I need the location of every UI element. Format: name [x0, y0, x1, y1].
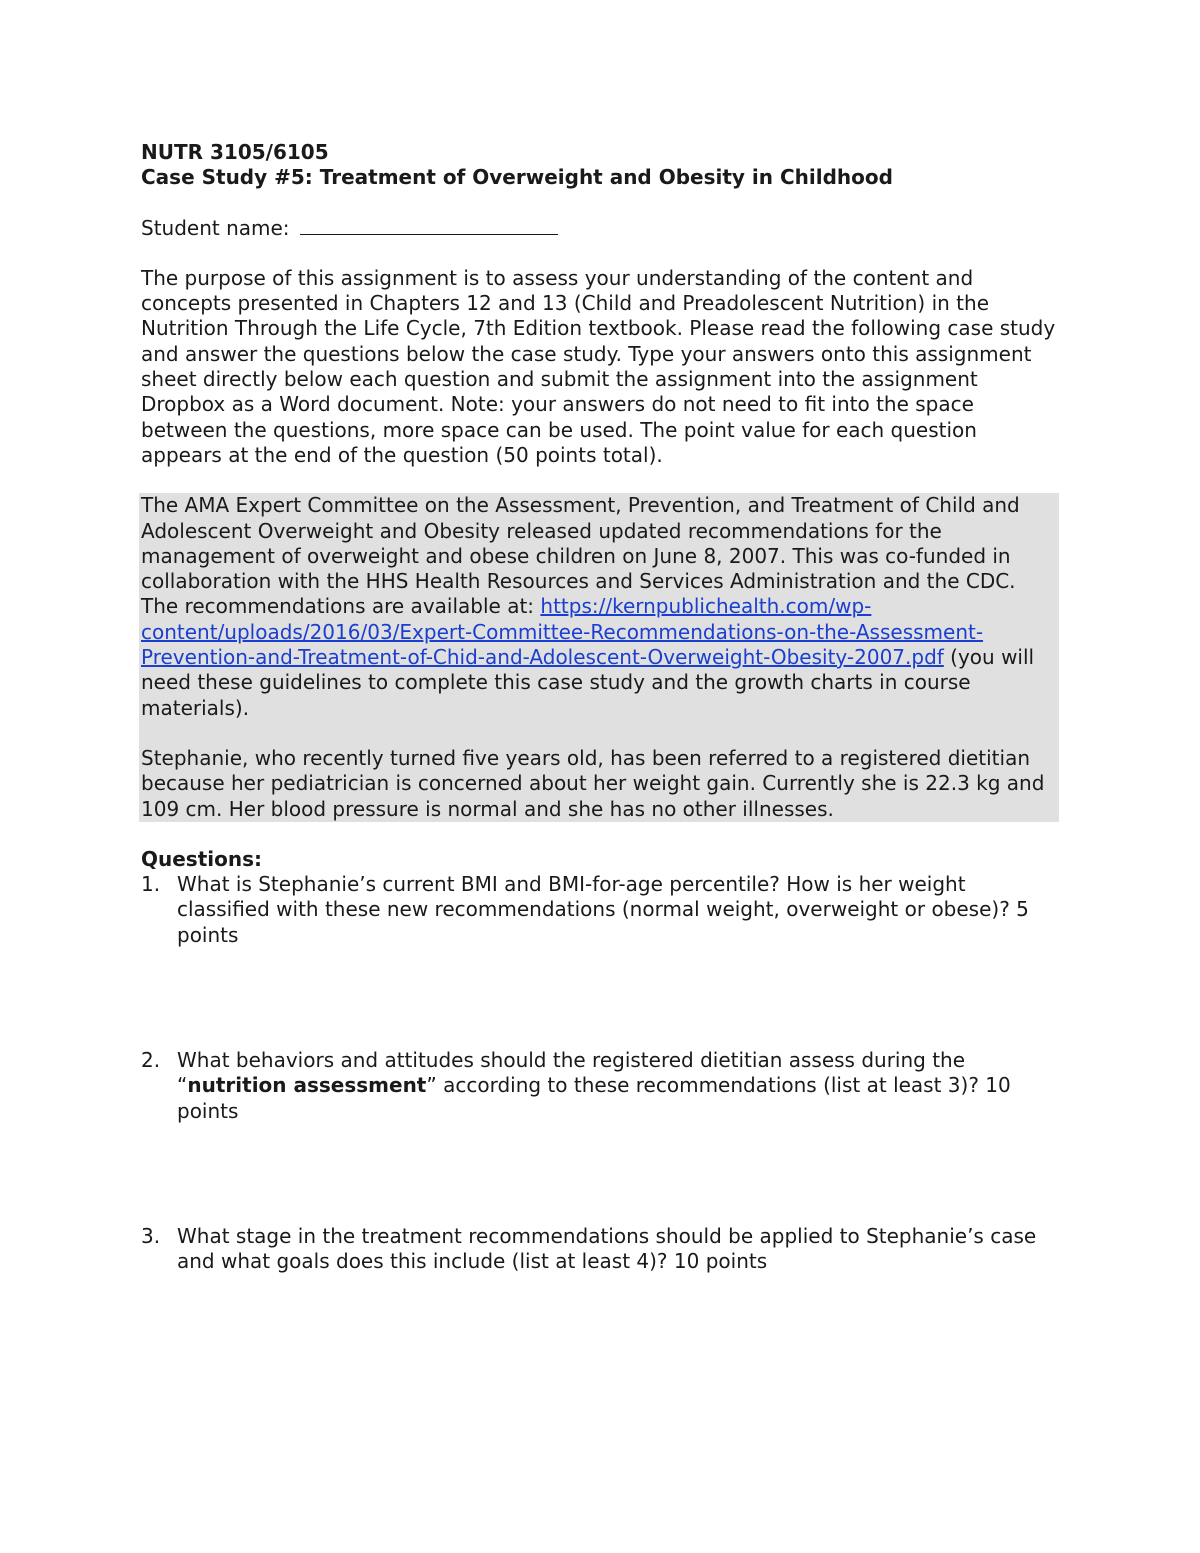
case-study-intro — [141, 493, 1059, 721]
question-list — [141, 872, 1061, 1274]
case-study-after-link: (you will need these guidelines to complete this case study and the growth charts in course materials). — [141, 645, 1035, 720]
student-name-blank[interactable] — [300, 216, 558, 235]
guidelines-link[interactable]: https://kernpublichealth.com/wp-content/uploads/2016/03/Expert-Committee-Recommendations-on-the-Assessment-Prevention-and-Treatment-of-Chid-and-Adolescent-Overweight-Obesity-2007.pdf — [141, 594, 984, 670]
question-number: 3. — [141, 1223, 161, 1248]
question-bold-term: nutrition assessment — [187, 1073, 427, 1098]
question-text-before: What behaviors and attitudes should the registered dietitian assess during the “ — [177, 1048, 966, 1098]
case-study-intro-text: The AMA Expert Committee on the Assessment, Prevention, and Treatment of Child and Adolescent Overweight and Obesity released updated recommendations for the management of overweight and obese children on June 8, 2007. This was co-funded in collaboration with the HHS Health Resources and Services Administration and the CDC. The recommendations are available at: — [141, 493, 1020, 619]
document-title: Case Study #5: Treatment of Overweight and Obesity in Childhood — [141, 165, 893, 190]
question-3 — [141, 1224, 1061, 1275]
question-1 — [141, 872, 1061, 948]
case-study-block — [139, 493, 1059, 822]
question-number: 2. — [141, 1048, 161, 1073]
course-code: NUTR 3105/6105 — [141, 140, 329, 164]
question-text-after: ” according to these recommendations (list at least 3)? 10 points — [177, 1073, 1011, 1123]
question-2 — [141, 1048, 1061, 1124]
questions-heading: Questions: — [141, 846, 263, 871]
document-page — [141, 140, 1061, 1275]
purpose-paragraph: The purpose of this assignment is to assess your understanding of the content and concepts presented in Chapters 12 and 13 (Child and Preadolescent Nutrition) in the Nutrition Through the Life Cycle, 7th Edition textbook. Please read the following case study and answer the questions below the case study. Type your answers onto this assignment sheet directly below each question and submit the assignment into the assignment Dropbox as a Word document. Note: your answers do not need to fit into the space between the questions, more space can be used. The point value for each question appears at the end of the question (50 points total). — [141, 265, 1056, 467]
patient-paragraph: Stephanie, who recently turned five years old, has been referred to a registered dietitian because her pediatrician is concerned about her weight gain. Currently she is 22.3 kg and 109 cm. Her blood pressure is normal and she has no other illnesses. — [141, 746, 1059, 822]
student-name-line — [141, 216, 1061, 241]
question-number: 1. — [141, 872, 161, 897]
question-text: What is Stephanie’s current BMI and BMI-for-age percentile? How is her weight classified with these new recommendations (normal weight, overweight or obese)? 5 points — [177, 872, 1029, 947]
question-text: What stage in the treatment recommendations should be applied to Stephanie’s case and what goals does this include (list at least 4)? 10 points — [177, 1223, 1037, 1274]
student-name-label: Student name: — [141, 215, 290, 240]
